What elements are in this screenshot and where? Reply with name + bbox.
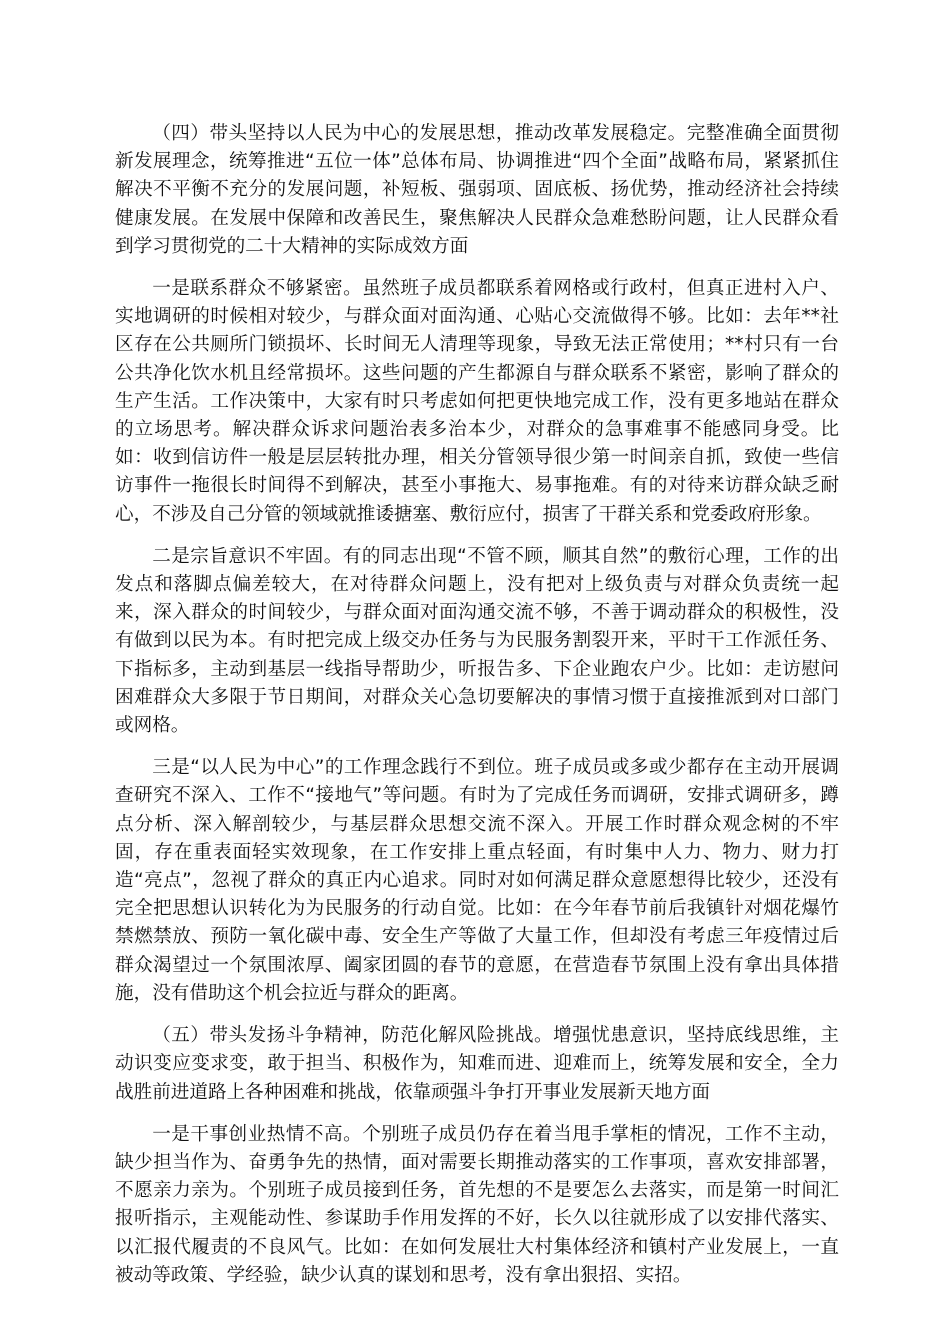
paragraph-entrepreneurial-enthusiasm: 一是干事创业热情不高。个别班子成员仍存在着当甩手掌柜的情况，工作不主动，缺少担当作为、奋勇争先的热情，面对需要长期推动落实的工作事项，喜欢安排部署，不愿亲力亲为。个别班子成员接到任务，首先想的不是要怎么去落实，而是第一时间汇报听指示，主观能动性、参谋助手作用发挥的不好，长久以往就形成了以安排代落实、以汇报代履责的不良风气。比如：在如何发展壮大村集体经济和镇村产业发展上，一直被动等政策、学经验，缺少认真的谋划和思考，没有拿出狠招、实招。 <box>115 1123 839 1286</box>
document-body <box>115 120 839 1304</box>
paragraph-contact-with-masses: 一是联系群众不够紧密。虽然班子成员都联系着网格或行政村，但真正进村入户、实地调研的时候相对较少，与群众面对面沟通、心贴心交流做得不够。比如：去年**社区存在公共厕所门锁损坏、长时间无人清理等现象，导致无法正常使用；**村只有一台公共净化饮水机且经常损坏。这些问题的产生都源自与群众联系不紧密，影响了群众的生产生活。工作决策中，大家有时只考虑如何把更快地完成工作，没有更多地站在群众的立场思考。解决群众诉求问题治表多治本少，对群众的急事难事不能感同身受。比如：收到信访件一般是层层转批办理，相关分管领导很少第一时间亲自抓，致使一些信访事件一拖很长时间得不到解决，甚至小事拖大、易事拖难。有的对待来访群众缺乏耐心，不涉及自己分管的领域就推诿搪塞、敷衍应付，损害了干群关系和党委政府形象。 <box>115 278 839 525</box>
paragraph-purpose-awareness: 二是宗旨意识不牢固。有的同志出现“不管不顾，顺其自然”的敷衍心理，工作的出发点和落脚点偏差较大，在对待群众问题上，没有把对上级负责与对群众负责统一起来，深入群众的时间较少，与群众面对面沟通交流不够，不善于调动群众的积极性，没有做到以民为本。有时把完成上级交办任务与为民服务割裂开来，平时干工作派任务、下指标多，主动到基层一线指导帮助少，听报告多、下企业跑农户少。比如：走访慰问困难群众大多限于节日期间，对群众关心急切要解决的事情习惯于直接推派到对口部门或网格。 <box>115 545 839 737</box>
section-four-heading: （四）带头坚持以人民为中心的发展思想，推动改革发展稳定。完整准确全面贯彻新发展理念，统筹推进“五位一体”总体布局、协调推进“四个全面”战略布局，紧紧抓住解决不平衡不充分的发展问题，补短板、强弱项、固底板、扬优势，推动经济社会持续健康发展。在发展中保障和改善民生，聚焦解决人民群众急难愁盼问题，让人民群众看到学习贯彻党的二十大精神的实际成效方面 <box>115 123 839 257</box>
section-five-heading: （五）带头发扬斗争精神，防范化解风险挑战。增强忧患意识，坚持底线思维，主动识变应变求变，敢于担当、积极作为，知难而进、迎难而上，统筹发展和安全，全力战胜前进道路上各种困难和挑战，依靠顽强斗争打开事业发展新天地方面 <box>115 1025 839 1103</box>
paragraph-people-centered-concept: 三是“以人民为中心”的工作理念践行不到位。班子成员或多或少都存在主动开展调查研究不深入、工作不“接地气”等问题。有时为了完成任务而调研，安排式调研多，蹲点分析、深入解剖较少，与基层群众思想交流不深入。开展工作时群众观念树的不牢固，存在重表面轻实效现象，在工作安排上重点轻面，有时集中人力、物力、财力打造“亮点”，忽视了群众的真正内心追求。同时对如何满足群众意愿想得比较少，还没有完全把思想认识转化为为民服务的行动自觉。比如：在今年春节前后我镇针对烟花爆竹禁燃禁放、预防一氧化碳中毒、安全生产等做了大量工作，但却没有考虑三年疫情过后群众渴望过一个氛围浓厚、阖家团圆的春节的意愿，在营造春节氛围上没有拿出具体措施，没有借助这个机会拉近与群众的距离。 <box>115 757 839 1004</box>
